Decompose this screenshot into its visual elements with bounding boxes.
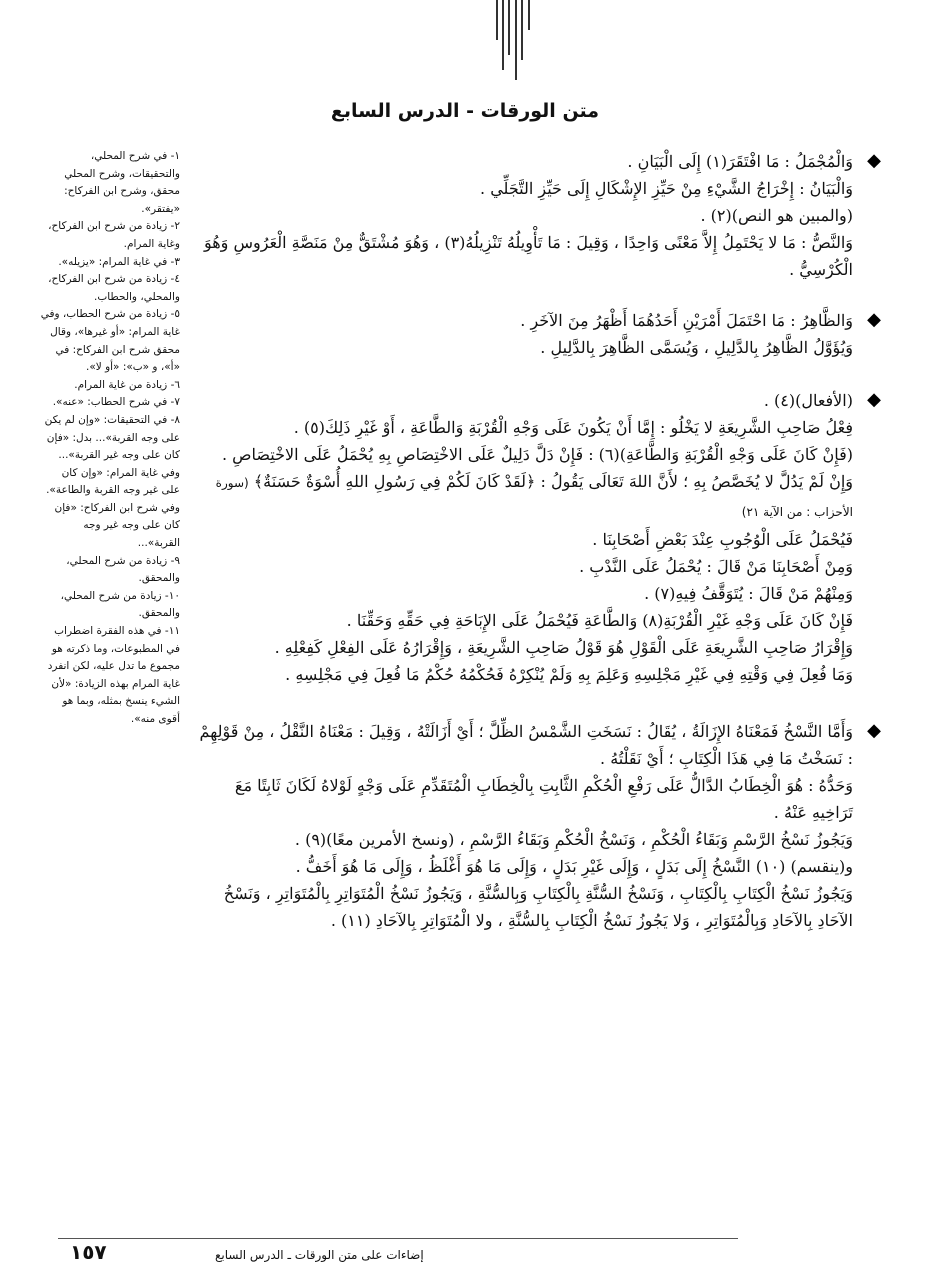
text-line: وَيَجُوزُ نَسْخُ الرَّسْمِ وَبَقَاءُ الْحُكْمِ ، وَنَسْخُ الْحُكْمِ وَبَقَاءُ الرَّسْمِ ، (ونسخ الأمرين معًا)(٩) . (294, 830, 853, 849)
footnote: ٧- في شرح الحطاب: «عنه». (52, 396, 180, 409)
footnote: ١- في شرح المحلي، والتحقيقات، وشرح المحلي محقق، وشرح ابن الفركاح: «يفتقر». (64, 150, 180, 215)
text-line: وَمِنْ أَصْحَابِنَا مَنْ قَالَ : يُحْمَلُ عَلَى النَّدْبِ . (579, 557, 853, 576)
footnote: ١١- في هذه الفقرة اضطراب في المطبوعات، وما ذكرته هو مجموع ما تدل عليه، لكن انفرد غاية المرام بهذه الزيادة: «لأن الشيء ينسخ بمثله، وبما هو أقوى منه». (47, 625, 180, 725)
diamond-bullet-icon: ◆ (867, 720, 881, 741)
footnote: ٨- في التحقيقات: «وإن لم يكن على وجه القربة»... بدل: «فإن كان على وجه غير القربة»... وفي غاية المرام: «وإن كان على غير وجه القربة والطاعة». وفي شرح ابن الفركاح: «فإن كان على وجه غير وجه القربة»... (44, 413, 180, 550)
text-line: فَيُحْمَلُ عَلَى الْوُجُوبِ عِنْدَ بَعْضِ أَصْحَابِنَا . (592, 530, 853, 549)
text-line: وَيَجُوزُ نَسْخُ الْكِتَابِ بِالْكِتَابِ ، وَنَسْخُ السُّنَّةِ بِالْكِتَابِ وَبِالسُّنَّةِ ، وَيَجُوزُ نَسْخُ الْمُتَوَاتِرِ بِالْمُتَوَاتِرِ ، وَنَسْخُ الآحَادِ بِالآحَادِ وَبِالْمُتَوَاتِرِ ، وَلا يَجُوزُ نَسْخُ الْكِتَابِ بِالسُّنَّةِ ، ولا الْمُتَوَاتِرِ بِالآحَادِ (١١) . (223, 884, 853, 930)
text-line: فِعْلُ صَاحِبِ الشَّرِيعَةِ لا يَخْلُو : إِمَّا أَنْ يَكُونَ عَلَى وَجْهِ الْقُرْبَةِ وَالطَّاعَةِ ، أَوْ غَيْرِ ذَلِكَ(٥) . (293, 418, 853, 437)
footnote: ٢- زيادة من شرح ابن الفركاح، وغاية المرام. (48, 220, 180, 250)
diamond-bullet-icon: ◆ (867, 309, 881, 330)
text-line: وَحَدُّهُ : هُوَ الْخِطَابُ الدَّالُّ عَلَى رَفْعِ الْحُكْمِ الثَّابِتِ بِالْخِطَابِ الْمُتَقَدِّمِ عَلَى وَجْهٍ لَوْلاهُ لَكَانَ ثَابِتًا مَعَ تَرَاخِيهِ عَنْهُ . (234, 776, 853, 822)
text-line: وَالظَّاهِرُ : مَا احْتَمَلَ أَمْرَيْنِ أَحَدُهُمَا أَظْهَرُ مِنَ الآخَرِ . (520, 311, 853, 330)
spine-ornament (488, 0, 548, 85)
section-naskh (199, 718, 881, 934)
footnotes-sidebar (40, 148, 180, 729)
text-line: وَأَمَّا النَّسْخُ فَمَعْنَاهُ الإِزَالَةُ ، يُقَالُ : نَسَخَتِ الشَّمْسُ الظِّلَّ ؛ أَيْ أَزَالَتْهُ ، وَقِيلَ : مَعْنَاهُ النَّقْلُ ، مِنْ قَوْلِهِمْ : نَسَخْتُ مَا فِي هَذَا الْكِتَابِ ؛ أَيْ نَقَلْتُهُ . (199, 722, 853, 768)
text-line: (الأفعال)(٤) . (763, 391, 853, 410)
text-line: و(ينقسم) (١٠) النَّسْخُ إِلَى بَدَلٍ ، وَإِلَى غَيْرِ بَدَلٍ ، وَإِلَى مَا هُوَ أَغْلَظُ ، وَإِلَى مَا هُوَ أَخَفُّ . (295, 857, 853, 876)
running-footer-title: إضاءات على متن الورقات ـ الدرس السابع (215, 1248, 424, 1262)
footnote: ٥- زيادة من شرح الحطاب، وفي غاية المرام: «أو غيرها»، وقال محقق شرح ابن الفركاح: في «أ»، و «ب»: «أو لا». (40, 308, 180, 374)
text-line: (فَإِنْ كَانَ عَلَى وَجْهِ الْقُرْبَةِ وَالطَّاعَةِ)(٦) : فَإِنْ دَلَّ دَلِيلٌ عَلَى الاخْتِصَاصِ بِهِ يُحْمَلُ عَلَى الاخْتِصَاصِ . (221, 445, 853, 464)
text-line: وَالنَّصُّ : مَا لا يَحْتَمِلُ إِلاَّ مَعْنًى وَاحِدًا ، وَقِيلَ : مَا تَأْوِيلُهُ تَنْزِيلُهُ(٣) ، وَهُوَ مُشْتَقٌّ مِنْ مَنَصَّةِ الْعَرُوسِ وَهُوَ الْكُرْسِيُّ . (203, 233, 853, 279)
text-line: وَمِنْهُمْ مَنْ قَالَ : يُتَوَقَّفُ فِيهِ(٧) . (644, 584, 853, 603)
text-line: (والمبين هو النص)(٢) . (700, 206, 853, 225)
footnote: ٤- زيادة من شرح ابن الفركاح، والمحلي، والحطاب. (48, 273, 180, 303)
page-title: متن الورقات - الدرس السابع (330, 100, 600, 122)
section-mujmal (199, 148, 881, 283)
text-line: وَمَا فُعِلَ فِي وَقْتِهِ فِي غَيْرِ مَجْلِسِهِ وَعَلِمَ بِهِ وَلَمْ يُنْكِرْهُ فَحُكْمُهُ حُكْمُ مَا فُعِلَ فِي مَجْلِسِهِ . (285, 665, 853, 684)
footnote: ٩- زيادة من شرح المحلي، والمحقق. (66, 554, 180, 585)
verse-citation: (سورة الأحزاب : من الآية ٢١) (215, 476, 853, 519)
footnote: ٦- زيادة من غاية المرام. (74, 378, 180, 391)
section-afal (199, 387, 881, 688)
page-number: ١٥٧ (70, 1240, 107, 1264)
diamond-bullet-icon: ◆ (867, 150, 881, 171)
diamond-bullet-icon: ◆ (867, 389, 881, 410)
text-line: فَإِنْ كَانَ عَلَى وَجْهِ غَيْرِ الْقُرْبَةِ(٨) وَالطَّاعَةِ فَيُحْمَلُ عَلَى الإِبَاحَةِ فِي حَقِّهِ وَحَقِّنَا . (346, 611, 853, 630)
text-line (199, 468, 853, 526)
footer-rule (58, 1238, 738, 1239)
main-text (199, 148, 881, 934)
text-line: وَإِقْرَارُ صَاحِبِ الشَّرِيعَةِ عَلَى الْقَوْلِ هُوَ قَوْلُ صَاحِبِ الشَّرِيعَةِ ، وَإِقْرَارُهُ عَلَى الفِعْلِ كَفِعْلِهِ . (274, 638, 853, 657)
text-line: وَالْمُجْمَلُ : مَا افْتَقَرَ(١) إِلَى الْبَيَانِ . (627, 152, 853, 171)
text-line: وَالْبَيَانُ : إِخْرَاجُ الشَّيْءِ مِنْ حَيِّزِ الإِشْكَالِ إِلَى حَيِّزِ التَّجَلِّي . (480, 179, 853, 198)
verse-line: وَإِنْ لَمْ يَدُلَّ لا يُخَصَّصُ بِهِ ؛ لأَنَّ اللهَ تَعَالَى يَقُولُ : ﴿لَقَدْ كَانَ لَكُمْ فِي رَسُولِ اللهِ أُسْوَةٌ حَسَنَةٌ﴾ (253, 472, 853, 491)
text-line: وَيُؤَوَّلُ الظَّاهِرُ بِالدَّلِيلِ ، وَيُسَمَّى الظَّاهِرَ بِالدَّلِيلِ . (540, 338, 853, 357)
section-zahir (199, 307, 881, 361)
footnote: ١٠- زيادة من شرح المحلي، والمحقق. (60, 589, 180, 620)
footnote: ٣- في غاية المرام: «يزيله». (58, 255, 180, 268)
